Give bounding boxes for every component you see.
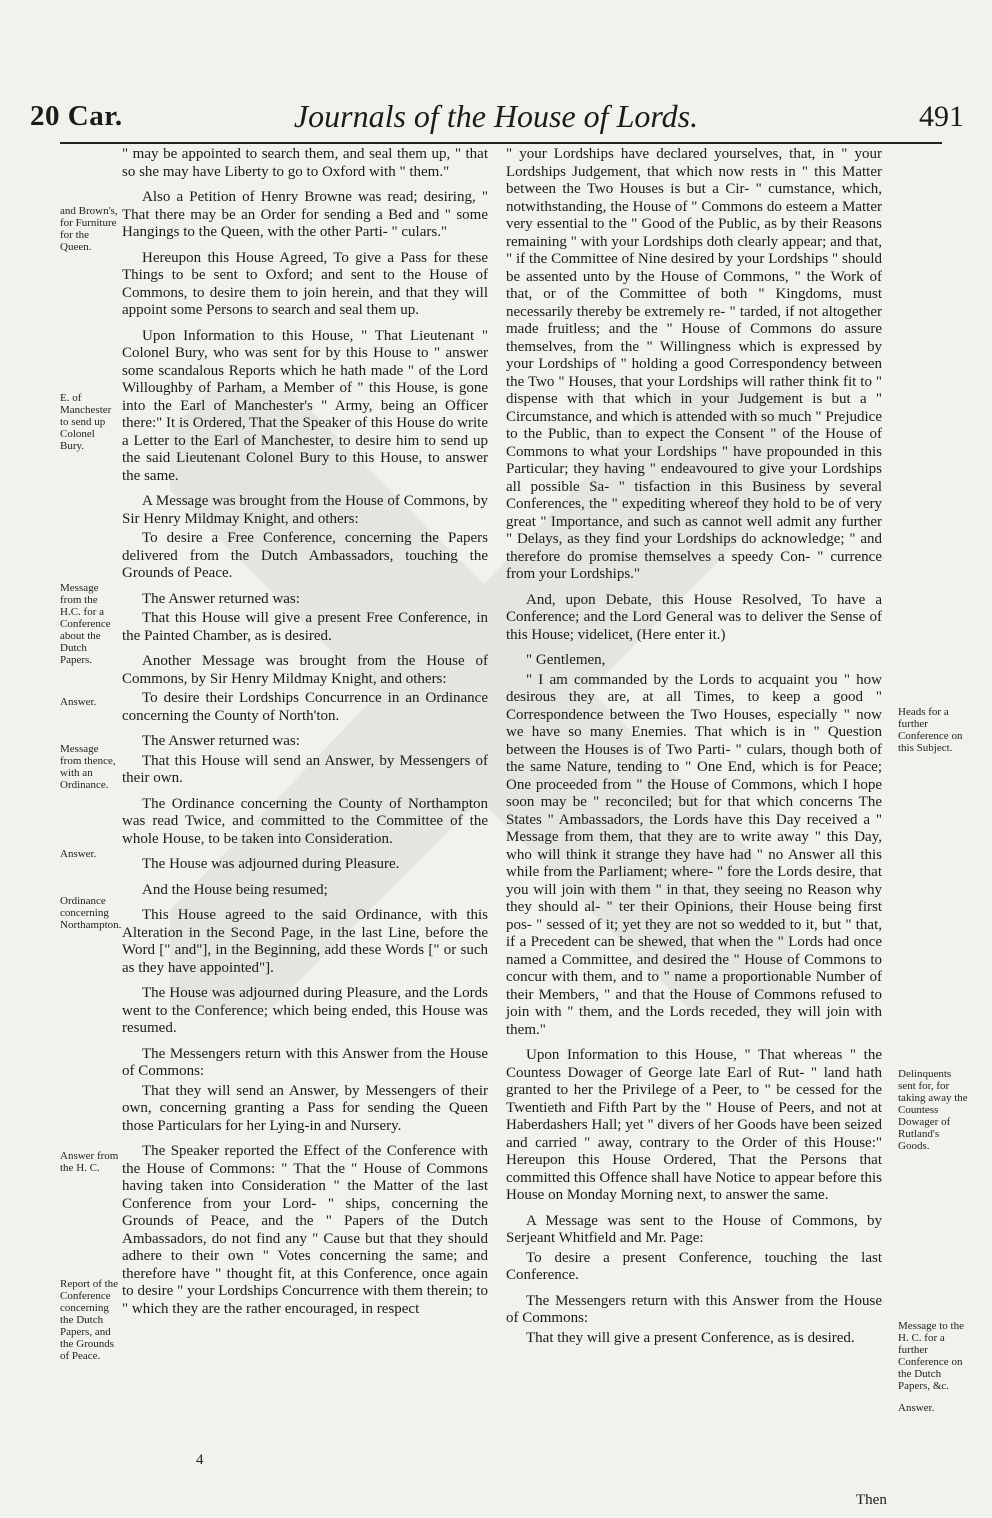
- paragraph: Hereupon this House Agreed, To give a Pass for these Things to be sent to Oxford; and sent to the House of Commons, to desire them to join herein, and that they will appoint some Persons to search and seal them up.: [122, 249, 488, 318]
- paragraph: And, upon Debate, this House Resolved, To have a Conference; and the Lord General was to deliver the Sense of this House; videlicet, (Here enter it.): [506, 591, 882, 643]
- paragraph: The Speaker reported the Effect of the Conference with the House of Commons: " That the " House of Commons having taken into Consideration " the Matter of the last Conference from your Lord- " ships, concerning the Grounds of Peace, and the " Papers of the Dutch Ambassadors, do not find any " Cause but that they should adhere to their own " Votes concerning the same; and therefore have " thought fit, at this Conference, once again to desire " your Lordships Concurrence with them therein; to " which they are the rather encouraged, in respect: [122, 1143, 488, 1317]
- paragraph: The Answer returned was:: [142, 590, 300, 607]
- margin-note-heads: Heads for a further Conference on this Subject.: [898, 706, 963, 754]
- margin-note-report: Report of the Conference concerning the Dutch Papers, and the Grounds of Peace.: [60, 1278, 119, 1362]
- paragraph: To desire their Lordships Concurrence in an Ordinance concerning the County of North'ton.: [122, 690, 488, 724]
- margin-note-message-hc: Message to the H. C. for a further Conference on the Dutch Papers, &c.: [898, 1320, 964, 1392]
- margin-note-answer-hc: Answer from the H. C.: [60, 1150, 119, 1174]
- paragraph: That they will give a present Conference, as is desired.: [526, 1329, 855, 1346]
- page-number: 491: [919, 100, 964, 133]
- margin-note-answer-1: Answer.: [60, 696, 97, 708]
- page-header: [22, 96, 970, 146]
- margin-note-message-ordinance: Message from thence, with an Ordinance.: [60, 743, 116, 791]
- paragraph: The Messengers return with this Answer from the House of Commons:: [122, 1045, 488, 1079]
- paragraph: To desire a present Conference, touching the last Conference.: [506, 1249, 882, 1283]
- header-rule: [60, 142, 942, 144]
- right-column: [506, 146, 882, 1355]
- paragraph: The House was adjourned during Pleasure, and the Lords went to the Conference; which being ended, this House was resumed.: [122, 985, 488, 1036]
- paragraph: " your Lordships have declared yourselves, that, in " your Lordships Judgement, that which now rests in " this Matter between the Two Houses is but a Cir- " cumstance, which, notwithstanding, the House of " Commons do esteem a Matter very essential to the " Good of the Public, as by their Reasons remaining " with your Lordships doth clearly appear; and that, " if the Committee of Nine desired by your Lordships " should be assented unto by the House of Commons, " the Work of that, or of the Committee of both " Kingdoms, must necessarily thereby be extremely re- " tarded, if not altogether made fruitless; and the " House of Commons do assure themselves, from the " Willingness which is expressed by your Lordships of " holding a good Correspondency between the Two " Houses, that your Lordships will rather think fit to " dispense with that which in your Judgement is but a " Circumstance, and which is attended with so much " Prejudice to the Public, than to expect the Consent " of the House of Commons to what your Lordships " have propounded in this Particular; they having " endeavoured to give your Lordships all possible Sa- " tisfaction in this Business by several Conferences, the " expediting whereof they hold to be of very great " Importance, and such as cannot well admit any further " Delays, as they find your Lordships do acknowledge; " and therefore do promise themselves a speedy Con- " currence from your Lordships.": [506, 146, 882, 582]
- catchword: Then: [856, 1492, 887, 1508]
- paragraph: Another Message was brought from the House of Commons, by Sir Henry Mildmay Knight, and others:: [122, 653, 488, 687]
- paragraph: Also a Petition of Henry Browne was read; desiring, " That there may be an Order for sending a Bed and " some Hangings to the Queen, with the other Parti- " culars.": [122, 189, 488, 240]
- paragraph: The Ordinance concerning the County of Northampton was read Twice, and committed to the Committee of the whole House, to be taken into Consideration.: [122, 795, 488, 847]
- margin-note-delinquents: Delinquents sent for, for taking away the Countess Dowager of Rutland's Goods.: [898, 1068, 968, 1152]
- paragraph: " may be appointed to search them, and seal them up, " that so she may have Liberty to go to Oxford with " them.": [122, 146, 488, 180]
- paragraph: This House agreed to the said Ordinance, with this Alteration in the Second Page, in the last Line, before the Word [" and"], in the Beginning, add these Words [" or such as they have appointed"].: [122, 907, 488, 976]
- paragraph: And the House being resumed;: [142, 881, 328, 898]
- running-title: Journals of the House of Lords.: [293, 98, 699, 134]
- paragraph: The House was adjourned during Pleasure.: [142, 856, 400, 872]
- paragraph: Upon Information to this House, " That Lieutenant " Colonel Bury, who was sent for by this House to " answer some scandalous Reports which he hath made " of the Lord Willoughby of Parham, a Member of " this House, is gone into the Earl of Manchester's " Army, being an Officer there:" It is Ordered, That the Speaker of this House do write a Letter to the Earl of Manchester, to desire him to send up the said Lieutenant Colonel Bury to this House, to answer the same.: [122, 327, 488, 484]
- left-column: [122, 146, 488, 1326]
- paragraph: A Message was brought from the House of Commons, by Sir Henry Mildmay Knight, and others:: [122, 493, 488, 527]
- paragraph: " I am commanded by the Lords to acquaint you " how desirous they are, at all Times, to keep a good " Correspondence between the Two Houses, especially " now we have so many Enemies. That which is in " Question between the Houses is of Two Parti- " culars, though both of the same Nature, tending to " One End, which is for Peace; One proceeded from " the House of Commons, which I hope soon may be " reconciled; but for that which concerns The States " Ambassadors, the Lords have this Day received a " Message from them, that they are to write away " this Day, who will think it strange they have had " no Answer all this while from the Parliament; where- " fore the Lords desire, that you will join with them " in that, they seeing no Reason why they should al- " ter their Opinions, their House being first pos- " sessed of it; yet they are not so wedded to it, but " that, if a Precedent can be shewed, that when the " Lords had once named a Committee, and desired the " House of Commons to concur with them, and to " name a proportionable Number of their Members, " and that the House of Commons refused to join with " them, and the Lords receded, they will join with them.": [506, 671, 882, 1038]
- signature-mark: 4: [196, 1452, 204, 1468]
- margin-note-answer-2: Answer.: [60, 848, 97, 860]
- margin-note-browns: and Brown's, for Furniture for the Queen.: [60, 205, 118, 253]
- margin-note-message-dutch: Message from the H.C. for a Conference about the Dutch Papers.: [60, 582, 111, 666]
- paragraph: That this House will give a present Free Conference, in the Painted Chamber, as is desired.: [122, 610, 488, 644]
- paragraph: To desire a Free Conference, concerning the Papers delivered from the Dutch Ambassadors, touching the Grounds of Peace.: [122, 530, 488, 581]
- margin-note-manchester: E. of Manchester to send up Colonel Bury.: [60, 392, 112, 452]
- regnal-year: 20 Car.: [30, 100, 123, 132]
- paragraph: That they will send an Answer, by Messengers of their own, concerning granting a Pass for sending the Queen those Particulars for her Lying-in and Nursery.: [122, 1082, 488, 1134]
- paragraph: " Gentlemen,: [526, 652, 606, 668]
- paragraph: The Answer returned was:: [142, 733, 300, 749]
- paragraph: A Message was sent to the House of Commons, by Serjeant Whitfield and Mr. Page:: [506, 1212, 882, 1246]
- paragraph: That this House will send an Answer, by Messengers of their own.: [122, 752, 488, 786]
- paragraph: Upon Information to this House, " That whereas " the Countess Dowager of George late Earl of Rut- " land hath granted to her the Privilege of a Peer, to " be cessed for the Twentieth and Fifth Part by the " House of Peers, and not at Haberdashers Hall; yet " divers of her Goods have been seized and carried " away, contrary to the Order of this House:" Hereupon this House Ordered, That the Persons that committed this Offence shall have Notice to appear before this House on Monday Morning next, to answer the same.: [506, 1047, 882, 1203]
- margin-note-ordinance: Ordinance concerning Northampton.: [60, 895, 122, 931]
- margin-note-answer-right: Answer.: [898, 1402, 935, 1414]
- paragraph: The Messengers return with this Answer from the House of Commons:: [506, 1292, 882, 1326]
